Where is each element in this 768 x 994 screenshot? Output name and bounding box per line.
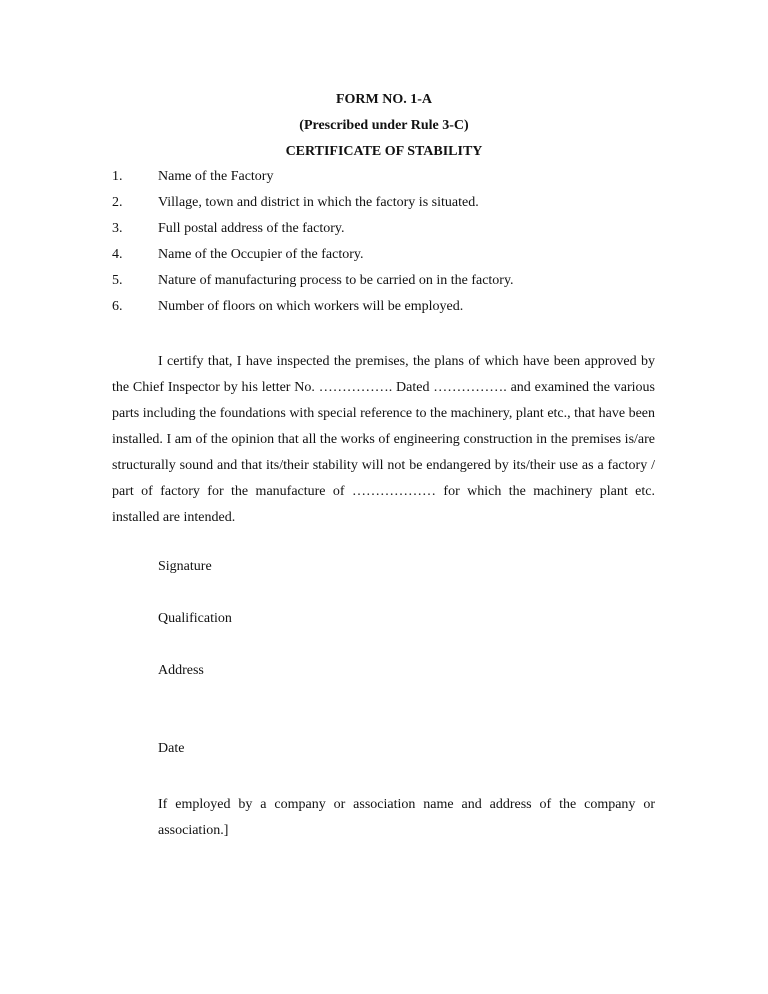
item-number: 5. bbox=[112, 273, 123, 288]
item-number: 1. bbox=[112, 169, 123, 184]
item-text: Number of floors on which workers will be employed. bbox=[158, 299, 464, 314]
form-number: FORM NO. 1-A bbox=[335, 92, 433, 107]
item-number: 3. bbox=[112, 221, 123, 236]
item-text: Village, town and district in which the factory is situated. bbox=[158, 195, 479, 210]
certification-paragraph: I certify that, I have inspected the premises, the plans of which have been approved by the Chief Inspector by his letter No. ……………. Dated ……………. and examined the various parts including the foundations with special reference to the machinery, plant etc., that have been installed. I am of the opinion that all the works of engineering construction in the premises is/are structurally sound and that its/their stability will not be endangered by its/their use as a factory / part of factory for the manufacture of ……………… for which the machinery plant etc. installed are intended. bbox=[112, 354, 655, 525]
particulars-list bbox=[112, 168, 672, 324]
list-item bbox=[112, 272, 672, 298]
list-item bbox=[112, 246, 672, 272]
item-number: 2. bbox=[112, 195, 123, 210]
address-label: Address bbox=[158, 663, 204, 678]
employment-note: If employed by a company or association name and address of the company or association.] bbox=[158, 797, 655, 838]
list-item bbox=[112, 220, 672, 246]
certificate-title: CERTIFICATE OF STABILITY bbox=[285, 144, 483, 159]
item-text: Full postal address of the factory. bbox=[158, 221, 345, 236]
qualification-label: Qualification bbox=[158, 611, 232, 626]
date-label: Date bbox=[158, 741, 185, 756]
item-number: 6. bbox=[112, 299, 123, 314]
item-text: Name of the Factory bbox=[158, 169, 274, 184]
form-rule-reference: (Prescribed under Rule 3-C) bbox=[299, 118, 469, 133]
item-text: Name of the Occupier of the factory. bbox=[158, 247, 364, 262]
item-text: Nature of manufacturing process to be carried on in the factory. bbox=[158, 273, 514, 288]
item-number: 4. bbox=[112, 247, 123, 262]
list-item bbox=[112, 194, 672, 220]
list-item bbox=[112, 298, 672, 324]
signature-label: Signature bbox=[158, 559, 212, 574]
list-item bbox=[112, 168, 672, 194]
